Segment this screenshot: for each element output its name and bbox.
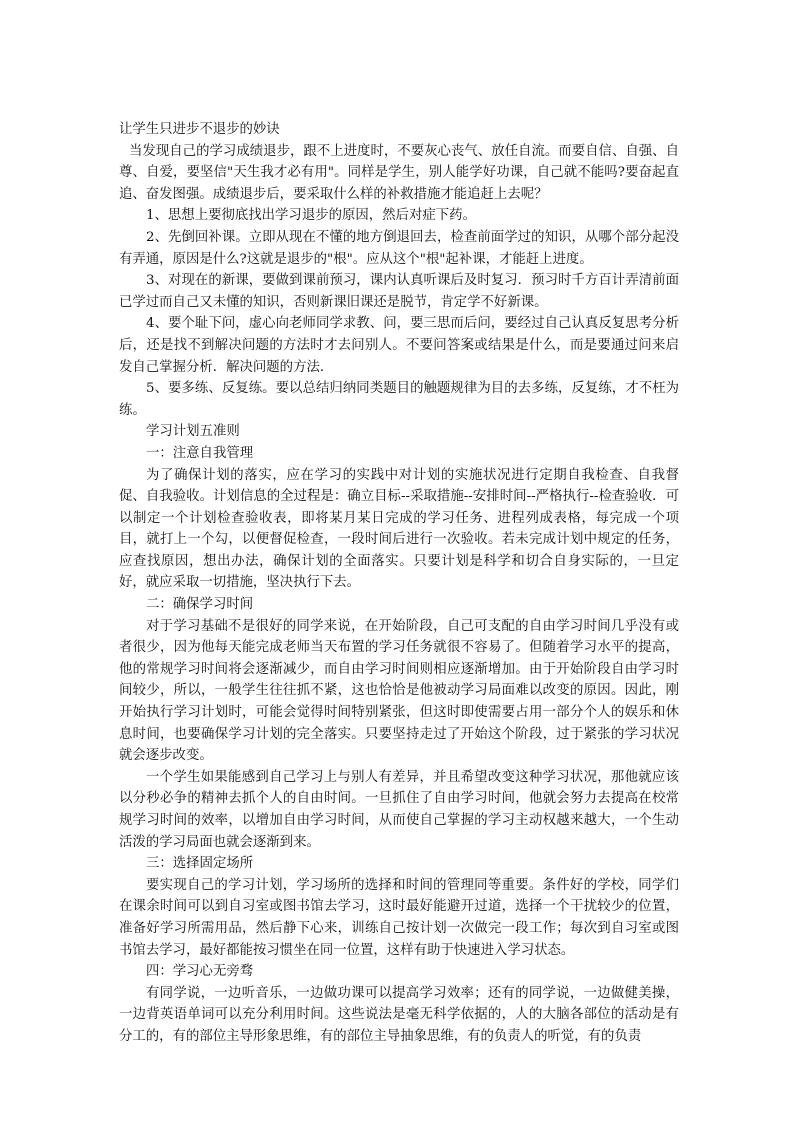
article-title: 让学生只进步不退步的妙诀 — [119, 122, 280, 137]
plan-section-title: 学习计划五准则 — [146, 424, 240, 440]
section-heading-1: 一：注意自我管理 — [146, 445, 254, 461]
section-heading-3: 三：选择固定场所 — [146, 856, 254, 872]
section-body-1: 为了确保计划的落实，应在学习的实践中对计划的实施状况进行定期自我检查、自我督促、自我验收。计划信息的全过程是：确立目标--采取措施--安排时间--严格执行--检查验收．可以制定一个计划检查验收表，即将某月某日完成的学习任务、进程列成表格，每完成一个项目，就打上一个勾，以便督促检查，一段时间后进行一次验收。若未完成计划中规定的任务，应查找原因，想出办法，确保计划的全面落实。只要计划是科学和切合自身实际的，一旦定好，就应采取一切措施，坚决执行下去。 — [119, 467, 679, 591]
step-item-3: 3、对现在的新课，要做到课前预习，课内认真听课后及时复习．预习时千方百计弄清前面已学过而自己又未懂的知识，否则新课旧课还是脱节，肯定学不好新课。 — [119, 273, 679, 310]
section-heading-2: 二：确保学习时间 — [146, 597, 254, 613]
step-item-1: 1、思想上要彻底找出学习退步的原因，然后对症下药。 — [146, 208, 476, 224]
step-item-4: 4、要个耻下问，虚心向老师同学求教、问，要三思而后问，要经过自己认真反复思考分析后，还是找不到解决问题的方法时才去问别人。不要问答案或结果是什么，而是要通过问来启发自己掌握分析．解决问题的方法． — [119, 316, 679, 375]
section-body-4: 有同学说，一边听音乐，一边做功课可以提高学习效率；还有的同学说，一边做健美操，一边背英语单词可以充分利用时间。这些说法是毫无科学依据的，人的大脑各部位的活动是有分工的，有的部位主导形象思维，有的部位主导抽象思维，有的负责人的听觉，有的负责 — [119, 985, 679, 1044]
step-item-5: 5、要多练、反复练。要以总结归纳同类题目的触题规律为目的去多练，反复练，才不枉为练。 — [119, 381, 679, 418]
section-body-2a: 对于学习基础不是很好的同学来说，在开始阶段，自己可支配的自由学习时间几乎没有或者很少，因为他每天能完成老师当天布置的学习任务就很不容易了。但随着学习水平的提高，他的常规学习时间将会逐渐减少，而自由学习时间则相应逐渐增加。由于开始阶段自由学习时间较少，所以，一般学生往往抓不紧，这也恰恰是他被动学习局面难以改变的原因。因此，刚开始执行学习计划时，可能会觉得时间特别紧张，但这时即使需要占用一部分个人的娱乐和休息时间，也要确保学习计划的完全落实。只要坚持走过了开始这个阶段，过于紧张的学习状况就会逐步改变。 — [119, 618, 679, 764]
document-page — [119, 119, 679, 1048]
section-body-3: 要实现自己的学习计划，学习场所的选择和时间的管理同等重要。条件好的学校，同学们在课余时间可以到自习室或图书馆去学习，这时最好能避开过道，选择一个干扰较少的位置，准备好学习所需用品，然后静下心来，训练自己按计划一次做完一段工作；每次到自习室或图书馆去学习，最好都能按习惯坐在同一位置，这样有助于快速进入学习状态。 — [119, 877, 679, 958]
section-heading-4: 四：学习心无旁骛 — [146, 964, 254, 980]
section-body-2b: 一个学生如果能感到自己学习上与别人有差异，并且希望改变这种学习状况，那他就应该以分秒必争的精神去抓个人的自由时间。一旦抓住了自由学习时间，他就会努力去提高在校常规学习时间的效率，以增加自由学习时间，从而使自己掌握的学习主动权越来越大，一个生动活泼的学习局面也就会逐渐到来。 — [119, 769, 679, 850]
intro-paragraph: 当发现自己的学习成绩退步，跟不上进度时，不要灰心丧气、放任自流。而要自信、自强、自尊、自爱，要坚信"天生我才必有用"。同样是学生，别人能学好功课，自己就不能吗?要奋起直追、奋发图强。成绩退步后，要采取什么样的补救措施才能追赶上去呢？ — [119, 143, 679, 202]
step-item-2: 2、先倒回补课。立即从现在不懂的地方倒退回去，检查前面学过的知识，从哪个部分起没有弄通，原因是什么?这就是退步的"根"。应从这个"根"起补课，才能赶上进度。 — [119, 229, 679, 267]
